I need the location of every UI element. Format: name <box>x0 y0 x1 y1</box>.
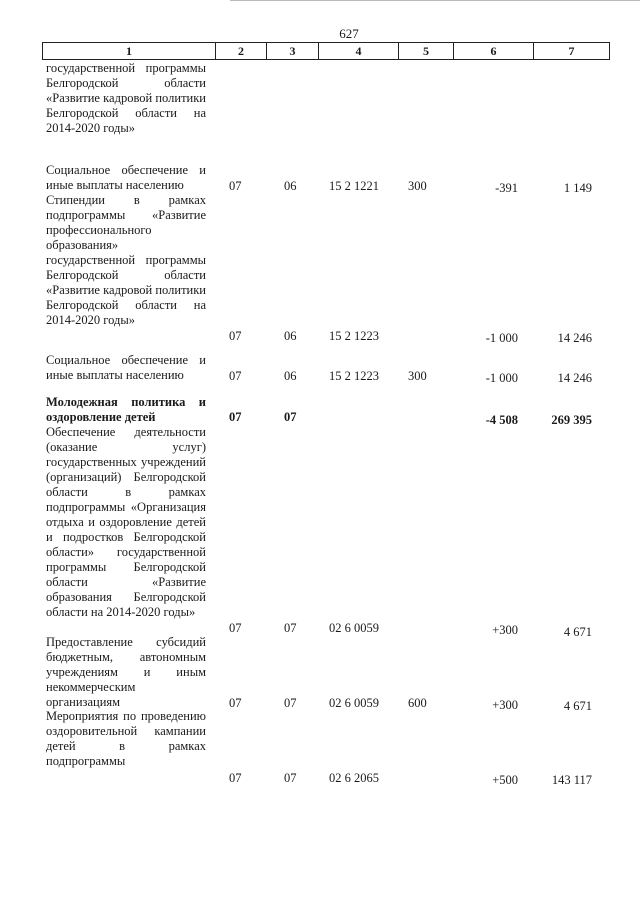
row-change: +300 <box>492 623 518 637</box>
header-col-4: 4 <box>319 43 399 59</box>
row-change: -4 508 <box>485 413 518 427</box>
row-section: 07 <box>229 621 242 635</box>
row-expense-type: 600 <box>408 696 427 710</box>
header-col-1: 1 <box>43 43 216 59</box>
header-col-2: 2 <box>216 43 267 59</box>
row-total: 4 671 <box>563 625 592 639</box>
row-expense-type: 300 <box>408 369 427 383</box>
row-section: 07 <box>229 179 242 193</box>
row-description: Социальное обеспечение и иные выплаты населению <box>46 353 206 382</box>
row-target-article: 15 2 1221 <box>329 179 379 193</box>
row-section: 07 <box>229 410 242 424</box>
row-subsection: 06 <box>284 179 297 193</box>
row-section: 07 <box>229 329 242 343</box>
row-target-article: 02 6 0059 <box>329 696 379 710</box>
row-subsection: 07 <box>284 771 297 785</box>
row-target-article: 02 6 0059 <box>329 621 379 635</box>
page-number: 627 <box>339 26 359 41</box>
row-description: Мероприятия по проведению оздоровительной кампании детей в рамках подпрограммы <box>46 709 206 768</box>
row-change: +500 <box>492 773 518 787</box>
header-col-7: 7 <box>568 44 575 58</box>
row-change: +300 <box>492 698 518 712</box>
row-section: 07 <box>229 696 242 710</box>
row-change: -1 000 <box>485 371 518 385</box>
row-total: 1 149 <box>563 181 592 195</box>
table-header <box>42 42 610 60</box>
row-subsection: 07 <box>284 621 297 635</box>
row-total: 269 395 <box>551 413 592 427</box>
row-total: 14 246 <box>557 331 592 345</box>
header-col-3: 3 <box>267 43 319 59</box>
row-target-article: 02 6 2065 <box>329 771 379 785</box>
row-description: Молодежная политика и оздоровление детей <box>46 395 206 424</box>
row-change: -391 <box>495 181 518 195</box>
row-change: -1 000 <box>485 331 518 345</box>
row-subsection: 07 <box>284 410 297 424</box>
row-section: 07 <box>229 369 242 383</box>
row-description: государственной программы Белгородской области «Развитие кадровой политики Белгородской области на 2014-2020 годы» <box>46 61 206 135</box>
row-target-article: 15 2 1223 <box>329 329 379 343</box>
row-total: 143 117 <box>551 773 592 787</box>
row-description: Предоставление субсидий бюджетным, автономным учреждениям и иным некоммерческим организациям <box>46 635 206 709</box>
row-target-article: 15 2 1223 <box>329 369 379 383</box>
row-description: Стипендии в рамках подпрограммы «Развитие профессионального образования» государственной программы Белгородской области «Развитие кадровой политики Белгородской области на 2014-2020 годы» <box>46 193 206 327</box>
row-total: 14 246 <box>557 371 592 385</box>
row-total: 4 671 <box>563 699 592 713</box>
row-subsection: 06 <box>284 329 297 343</box>
header-col-6: 6 <box>454 43 534 59</box>
top-rule <box>230 0 640 1</box>
row-subsection: 06 <box>284 369 297 383</box>
row-description: Социальное обеспечение и иные выплаты населению <box>46 163 206 192</box>
row-description: Обеспечение деятельности (оказание услуг) государственных учреждений (организаций) Белгородской области в рамках подпрограммы «Организация отдыха и оздоровление детей и подростков Белгородской области» государственной программы Белгородской области «Развитие образования Белгородской области на 2014-2020 годы» <box>46 425 206 619</box>
row-section: 07 <box>229 771 242 785</box>
row-subsection: 07 <box>284 696 297 710</box>
header-col-5: 5 <box>399 43 454 59</box>
row-expense-type: 300 <box>408 179 427 193</box>
